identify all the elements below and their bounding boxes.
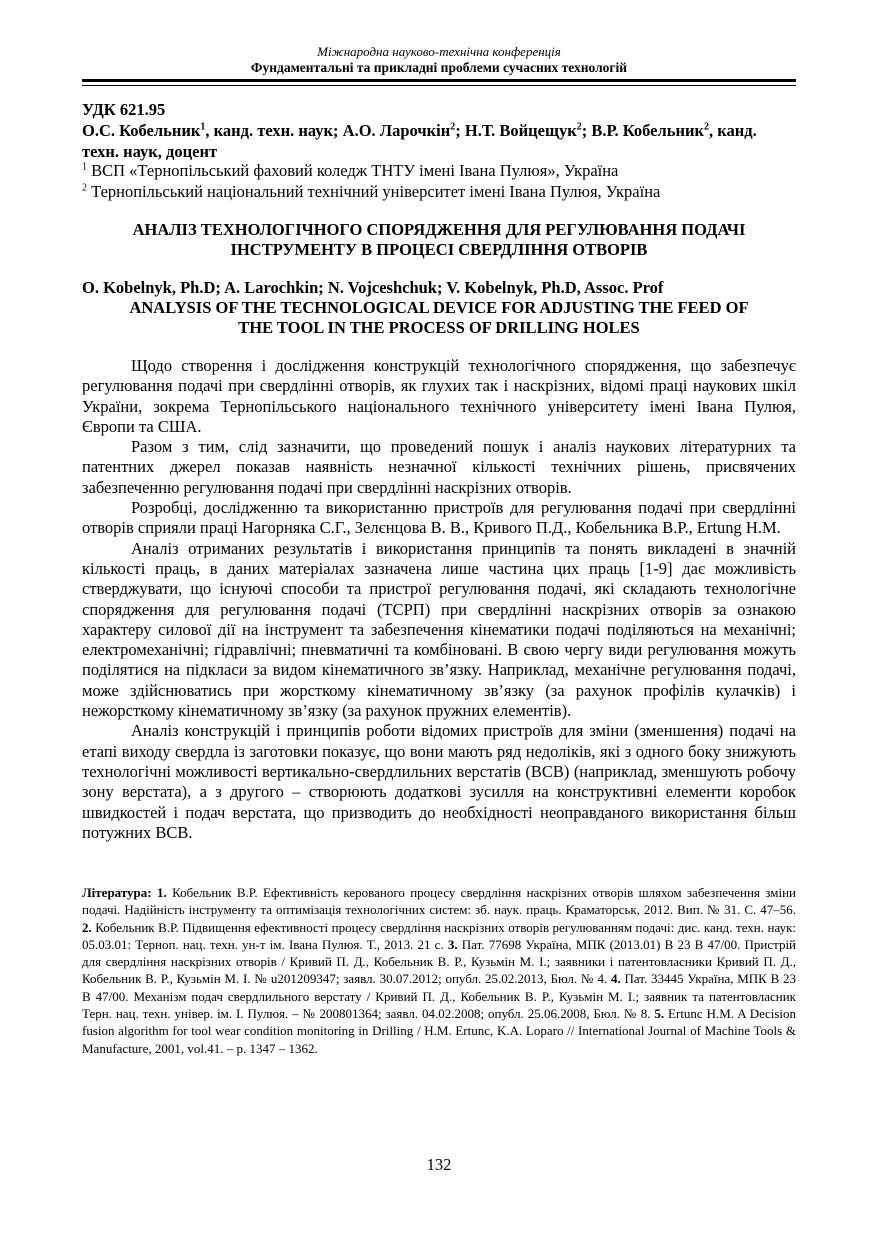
reference-text: Кобельник В.Р. Ефективність керованого процесу свердління наскрізних отворів шляхом забезпечення зміни подачі. Надійність інструменту та оптимізація технологічних систем: зб. наук. праць. Краматорськ, 2012. Вип. № 31. С. 47–56. xyxy=(82,885,796,918)
reference-text: Ertunc H.M. A Decision fusion algorithm for tool wear condition monitoring in Drilling / H.M. Ertunc, K.A. Loparo // International Journal of Machine Tools & Manufacture, 2001, vol.41. – p. 1347 – 1362. xyxy=(82,1006,796,1056)
affiliation-1 xyxy=(82,161,796,181)
paragraph: Разом з тим, слід зазначити, що проведений пошук і аналіз наукових літературних та патентних джерел показав наявність незначної кількості технічних рішень, присвячених забезпеченню регулювання подачі при свердлінні наскрізних отворів. xyxy=(82,437,796,497)
affiliation-mark: 2 xyxy=(450,121,456,133)
paragraph: Аналіз конструкцій і принципів роботи відомих пристроїв для зміни (зменшення) подачі на етапі виходу свердла із заготовки показує, що вони мають ряд недоліків, які з одного боку знижують технологічні можливості вертикально-свердлильних верстатів (ВСВ) (наприклад, зменшують робочу зону верстата), а з другого – створюють додаткові зусилля на конструктивні елементи коробок швидкостей і подач верстата, що призводить до необхідності неоправданого використання більш потужних ВСВ. xyxy=(82,721,796,842)
author-name: , канд. техн. наук, доцент xyxy=(82,121,757,161)
paragraph: Аналіз отриманих результатів і використання принципів та понять викладені в значній кількості праць, в даних матеріалах зазначена лише частина цих праць [1-9] дає можливість стверджувати, що існуючі способи та пристрої регулювання подачі, які складають технологічне спорядження для регулювання подачі (ТСРП) при свердлінні наскрізних отворів за ознакою характеру силової дії на інструмент та забезпечення кінематики подачі поділяються на механічні; електромеханічні; гідравлічні; пневматичні та комбіновані. В свою чергу види регулювання можуть поділятися на підкласи за видом кінематичного зв’язку. Наприклад, механічне регулювання подачі, може здійснюватись при жорсткому кінематичному зв’язку (за рахунок профілів кулачків) і нежорсткому кінематичному зв’язку (за рахунок пружних елементів). xyxy=(82,538,796,721)
paragraph: Щодо створення і дослідження конструкцій технологічного спорядження, що забезпечує регулювання подачі при свердлінні отворів, як глухих так і наскрізних, відомі праці наукових шкіл України, зокрема Тернопільського національного технічного університету імені Івана Пулюя, Європи та США. xyxy=(82,356,796,436)
affiliation-text: Тернопільський національний технічний університет імені Івана Пулюя, Україна xyxy=(87,182,661,201)
paragraph: Розробці, дослідженню та використанню пристроїв для регулювання подачі при свердлінні отворів сприяли праці Нагорняка С.Г., Зелєнцова В. В., Кривого П.Д., Кобельника В.Р., Ertung H.M. xyxy=(82,498,796,538)
document-page xyxy=(82,0,796,1240)
reference-number: 1. xyxy=(157,885,167,900)
page-number: 132 xyxy=(426,1155,452,1174)
reference-text: Пат. 77698 Україна, МПК (2013.01) В 23 В 47/00. Пристрій для свердління наскрізних отворів / Кривий П. Д., Кобельник В. Р., Кузьмін М. І.; заявники і патентовласники Кривий П. Д., Кобельник В. Р., Кузьмін М. І. № u201209347; заявл. 30.07.2012; опубл. 25.02.2013, Бюл. № 4. xyxy=(82,936,797,987)
reference-number: 4. xyxy=(610,971,621,987)
header-rule-thin xyxy=(82,85,796,86)
references-label: Література: xyxy=(82,885,157,900)
affiliation-2 xyxy=(82,182,796,202)
body-text xyxy=(82,356,796,843)
author-name: ; Н.Т. Войцещук xyxy=(455,121,577,140)
affiliation-mark: 2 xyxy=(703,121,709,133)
author-name: , канд. техн. наук; А.О. Ларочкін xyxy=(205,121,451,140)
authors-ua xyxy=(82,120,796,162)
affiliation-text: ВСП «Тернопільський фаховий коледж ТНТУ імені Івана Пулюя», Україна xyxy=(87,161,619,180)
reference-number: 2. xyxy=(82,919,92,935)
title-en-line-1: ANALYSIS OF THE TECHNOLOGICAL DEVICE FOR ADJUSTING THE FEED OF xyxy=(129,298,749,317)
author-name: О.С. Кобельник xyxy=(82,121,201,140)
authors-en: O. Kobelnyk, Ph.D; A. Larochkin; N. Vojceshchuk; V. Kobelnyk, Ph.D, Assoc. Prof xyxy=(82,278,664,297)
reference-number: 3. xyxy=(447,936,458,952)
conference-name: Міжнародна науково-технічна конференція xyxy=(317,44,561,59)
title-en-line-2: THE TOOL IN THE PROCESS OF DRILLING HOLES xyxy=(238,318,640,337)
affiliation-mark: 1 xyxy=(200,121,206,133)
title-en xyxy=(82,298,796,338)
reference-number: 5. xyxy=(654,1006,665,1022)
affiliation-number: 2 xyxy=(82,182,87,194)
author-name: ; В.Р. Кобельник xyxy=(581,121,704,140)
reference-text: Кобельник В.Р. Підвищення ефективності процесу свердління наскрізних отворів регулюванням подачі: дис. канд. техн. наук: 05.03.01: Терноп. нац. техн. ун-т ім. Івана Пулюя. Т., 2013. 21 с. xyxy=(82,919,796,952)
title-ua-line-2: ІНСТРУМЕНТУ В ПРОЦЕСІ СВЕРДЛІННЯ ОТВОРІВ xyxy=(230,240,648,259)
affiliation-number: 1 xyxy=(82,161,87,173)
header-rule-thick xyxy=(82,79,796,82)
title-ua xyxy=(82,220,796,260)
reference-text: Пат. 33445 Україна, МПК В 23 В 47/00. Механізм подач свердлильного верстату / Кривий П. Д., Кобельник В. Р., Кузьмін М. І.; заявник та патентовласник Терн. нац. техн. універ. ім. І. Пулюя. – № 200801364; заявл. 04.02.2008; опубл. 25.06.2008, Бюл. № 8. xyxy=(82,971,796,1022)
conference-title: Фундаментальні та прикладні проблеми сучасних технологій xyxy=(250,60,628,75)
references xyxy=(82,884,796,1057)
title-ua-line-1: АНАЛІЗ ТЕХНОЛОГІЧНОГО СПОРЯДЖЕННЯ ДЛЯ РЕГУЛЮВАННЯ ПОДАЧІ xyxy=(132,220,746,239)
udk-code: УДК 621.95 xyxy=(82,100,166,119)
affiliation-mark: 2 xyxy=(576,121,582,133)
